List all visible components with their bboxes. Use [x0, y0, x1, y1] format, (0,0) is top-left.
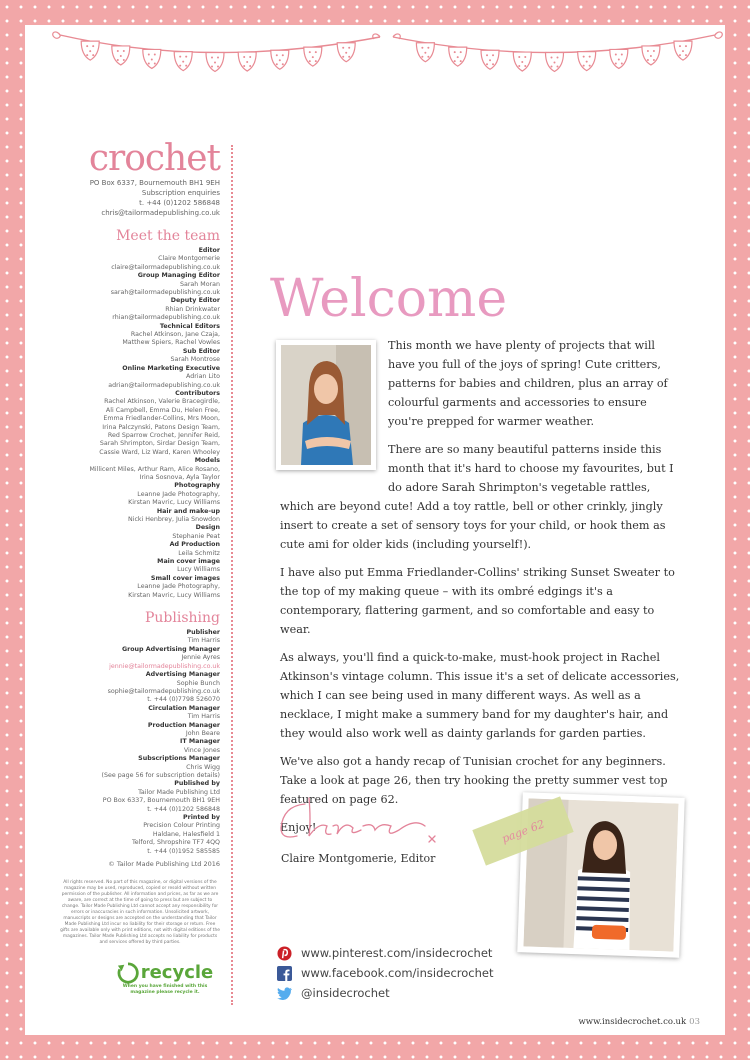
role-person: John Beare	[185, 729, 220, 737]
bunting-dot	[249, 56, 251, 58]
bunting-dot	[427, 47, 429, 49]
bunting-dot	[243, 65, 245, 67]
bunting-dot	[621, 53, 623, 55]
bunting-dot	[342, 56, 344, 58]
bunting-dot	[524, 65, 526, 67]
recycle-icon	[117, 962, 139, 984]
role-title: Publisher	[186, 629, 220, 637]
bunting-dot	[647, 59, 649, 61]
role-person: sophie@tailormadepublishing.co.uk	[107, 687, 220, 695]
paragraph-3: I have also put Emma Friedlander-Collins' striking Sunset Sweater to the top of my making queue – with its ombré edgings it's a contemporary, flattering garment, and so comfortable and easy to wear.	[280, 566, 675, 636]
masthead-sidebar	[60, 140, 220, 868]
bunting-dot	[279, 59, 281, 61]
bunting-dot	[518, 56, 520, 58]
bunting-dot	[276, 63, 278, 65]
masthead-address: PO Box 6337, Bournemouth BH1 9EH	[89, 179, 220, 187]
bunting-dot	[421, 56, 423, 58]
role-title: Technical Editors	[159, 322, 220, 330]
role-title: Hair and make-up	[156, 507, 220, 515]
bunting-dot	[524, 56, 526, 58]
role-person: Tailor Made Publishing Ltd	[138, 788, 220, 796]
bunting-dot	[86, 54, 88, 56]
bunting-dot	[309, 60, 311, 62]
role-title: Sub Editor	[182, 347, 220, 355]
bunting-dot	[653, 50, 655, 52]
bunting-dot	[151, 58, 153, 60]
role-person: Chris Wigg	[186, 763, 220, 771]
bunting-dot	[117, 50, 119, 52]
crochet-logo: crochet	[88, 138, 220, 179]
social-facebook[interactable]	[277, 963, 494, 983]
bunting-dot	[650, 55, 652, 57]
bunting-dot	[211, 66, 213, 68]
role-person: Adrian Lito	[186, 373, 220, 381]
photo-spacer	[280, 336, 388, 486]
bunting-dot	[682, 50, 684, 52]
role-person: rhian@tailormadepublishing.co.uk	[112, 314, 220, 322]
bunting-dot	[486, 63, 488, 65]
role-person: (See page 56 for subscription details)	[101, 771, 220, 779]
bunting-dot	[348, 56, 350, 58]
role-person: Irina Sosnova, Ayla Taylor	[139, 473, 220, 481]
facebook-link[interactable]: www.facebook.com/insidecrochet	[301, 966, 494, 980]
bunting-dot	[276, 54, 278, 56]
role-title: IT Manager	[180, 738, 220, 746]
bunting-dot	[586, 61, 588, 63]
twitter-icon	[277, 986, 292, 1001]
paragraph-6: Enjoy!	[280, 821, 317, 834]
bunting-dot	[460, 60, 462, 62]
bunting-dot	[89, 50, 91, 52]
social-pinterest[interactable]	[277, 943, 494, 963]
role-person: Ali Campbell, Emma Du, Helen Free,	[105, 406, 220, 414]
role-person: Matthew Spiers, Rachel Vowles	[122, 339, 220, 347]
bunting-dot	[179, 65, 181, 67]
bunting-dot	[348, 47, 350, 49]
bunting-dot	[679, 45, 681, 47]
role-title: Deputy Editor	[170, 297, 220, 305]
bunting-dot	[454, 51, 456, 53]
bunting-dot	[342, 47, 344, 49]
role-person: t. +44 (0)1952 585585	[147, 847, 220, 855]
role-person: Sarah Moran	[179, 280, 220, 288]
role-title: Design	[195, 524, 220, 532]
role-title: Advertising Manager	[145, 671, 220, 679]
role-person: Tim Harris	[187, 637, 220, 645]
role-person: Telford, Shropshire TF7 4QQ	[132, 839, 220, 847]
bunting-dot	[117, 59, 119, 61]
bunting-dot	[679, 54, 681, 56]
bunting-dot	[685, 45, 687, 47]
role-person: sarah@tailormadepublishing.co.uk	[110, 289, 220, 297]
pinterest-link[interactable]: www.pinterest.com/insidecrochet	[301, 946, 493, 960]
paragraph-5: We've also got a handy recap of Tunisian crochet for any beginners. Take a look at page 26, then try hooking the pretty summer vest top featured on page 62.	[280, 755, 668, 806]
bunting-dot	[583, 56, 585, 58]
bunting-dot	[521, 61, 523, 63]
role-person: PO Box 6337, Bournemouth BH1 9EH	[102, 797, 220, 805]
role-person: Vince Jones	[183, 746, 220, 754]
recycle-subtext: When you have finished with this magazine please recycle it.	[122, 984, 208, 995]
role-person: t. +44 (0)1202 586848	[147, 805, 220, 813]
bunting-dot	[185, 56, 187, 58]
bunting-dot	[554, 62, 556, 64]
bunting-dot	[179, 56, 181, 58]
role-person: Red Sparrow Crochet, Jennifer Reid,	[107, 431, 220, 439]
bunting-dot	[92, 54, 94, 56]
role-person: Sophie Bunch	[176, 679, 220, 687]
bunting-dot	[460, 51, 462, 53]
bunting-dot	[246, 61, 248, 63]
role-person: Nicki Henbrey, Julia Snowdon	[127, 516, 220, 523]
bunting-dot	[148, 62, 150, 64]
role-title: Group Advertising Manager	[121, 645, 220, 653]
role-person: Rachel Atkinson, Valerie Bracegirdle,	[104, 398, 220, 406]
bunting-dot	[457, 56, 459, 58]
bunting-dot	[309, 51, 311, 53]
bunting-dot	[557, 66, 559, 68]
bunting-dot	[148, 53, 150, 55]
role-person: Leila Schmitz	[178, 549, 220, 557]
role-title: Published by	[174, 780, 220, 788]
role-title: Photography	[174, 482, 220, 490]
bunting-dot	[154, 53, 156, 55]
legal-notice: All rights reserved. No part of this magazine, or digital versions of the magazine may be used, reproduced, copied or resold without written permission of the publisher. All information and prices, as far as we are aware, are correct at the time of going to press but are subject to change. Tailor Made Publishing Ltd cannot accept any responsibility for errors or inaccuracies in such information. Unsolicited artwork, manuscripts or designs are accepted on the understanding that Tailor Made Publishing Ltd incur no liability for their storage or return. Free gifts are available only with print editions, not with digital editions of the magazines. Tailor Made Publishing Ltd accepts no liability for products and services offered by third parties.	[60, 880, 220, 945]
bunting-dot	[618, 58, 620, 60]
role-person: Sarah Shrimpton, Sirdar Design Team,	[99, 440, 220, 448]
bunting-dot	[589, 65, 591, 67]
role-person: Rachel Atkinson, Jane Czaja,	[130, 331, 220, 339]
role-person: Leanne Jade Photography,	[137, 490, 220, 498]
bunting-dot	[182, 61, 184, 63]
role-person: t. +44 (0)7798 526070	[147, 696, 220, 704]
role-person: Leanne Jade Photography,	[137, 583, 220, 591]
role-person: Cassie Ward, Liz Ward, Karen Whooley	[99, 448, 220, 456]
bunting-dot	[492, 63, 494, 65]
twitter-link[interactable]: @insidecrochet	[301, 986, 390, 1000]
bunting-dot	[86, 45, 88, 47]
bunting-dot	[345, 52, 347, 54]
role-person: Tim Harris	[187, 713, 220, 721]
bunting-dot	[454, 60, 456, 62]
facebook-icon	[277, 966, 292, 981]
role-email: jennie@tailormadepublishing.co.uk	[109, 662, 220, 670]
bunting-dot	[312, 56, 314, 58]
bunting-dot	[615, 53, 617, 55]
bunting-dot	[92, 45, 94, 47]
bunting-dot	[214, 62, 216, 64]
role-person: Kirstan Mavric, Lucy Williams	[128, 591, 220, 599]
role-title: Ad Production	[169, 541, 220, 549]
bunting-dot	[653, 59, 655, 61]
role-title: Small cover images	[150, 574, 220, 582]
bunting-dot	[154, 62, 156, 64]
bunting-dot	[551, 66, 553, 68]
bunting-dot	[185, 65, 187, 67]
page-footer	[560, 1017, 700, 1027]
masthead-email: chris@tailormadepublishing.co.uk	[101, 209, 220, 217]
role-person: Precision Colour Printing	[143, 822, 220, 830]
role-person: Sarah Montrose	[170, 356, 220, 364]
role-person: adrian@tailormadepublishing.co.uk	[108, 381, 220, 389]
bunting-dot	[518, 65, 520, 67]
bunting-dot	[282, 54, 284, 56]
bunting-dot	[583, 65, 585, 67]
recycle-word: recycle	[140, 962, 214, 983]
publishing-heading: Publishing	[144, 610, 220, 627]
bunting-decoration	[25, 25, 725, 95]
bunting-dot	[427, 56, 429, 58]
bunting-dot	[615, 62, 617, 64]
article-body	[280, 336, 685, 846]
bunting-dot	[424, 52, 426, 54]
bunting-dot	[217, 57, 219, 59]
paragraph-1: This month we have plenty of projects that will have you full of the joys of spring! Cute critters, patterns for babies and children, plus an array of colourful garments and accessories to ensure you're prepped for warmer weather.	[388, 339, 668, 428]
bunting-dot	[489, 59, 491, 61]
bunting-dot	[647, 50, 649, 52]
meet-the-team-heading: Meet the team	[116, 228, 220, 244]
role-person: Millicent Miles, Arthur Ram, Alice Rosano,	[89, 465, 220, 473]
bunting-dot	[421, 47, 423, 49]
pinterest-icon	[277, 946, 292, 961]
role-title: Production Manager	[147, 721, 220, 729]
bunting-dot	[243, 56, 245, 58]
role-person: Jennie Ayres	[181, 654, 220, 662]
role-person: Rhian Drinkwater	[165, 305, 220, 313]
bunting-dot	[486, 54, 488, 56]
social-twitter[interactable]	[277, 983, 494, 1003]
bunting-dot	[249, 65, 251, 67]
bunting-dot	[685, 54, 687, 56]
bunting-dot	[217, 66, 219, 68]
page-title: Welcome	[270, 269, 508, 329]
bunting-dot	[557, 57, 559, 59]
role-title: Circulation Manager	[148, 704, 220, 712]
role-title: Printed by	[183, 814, 220, 821]
paragraph-2: There are so many beautiful patterns inside this month that it's hard to choose my favourites, but I do adore Sarah Shrimpton's vegetable rattles, which are beyond cute! Add a toy rattle, bell or other crinkly, jingly insert to create a set of sensory toys for your child, or hook them as cute ami for older kids (including yourself!).	[280, 443, 674, 551]
footer-site[interactable]: www.insidecrochet.co.uk	[578, 1017, 687, 1027]
social-links	[277, 943, 494, 1003]
masthead-phone: t. +44 (0)1202 586848	[139, 199, 220, 207]
bunting-dot	[492, 54, 494, 56]
role-title: Contributors	[175, 389, 220, 397]
role-person: Kirstan Mavric, Lucy Williams	[128, 499, 220, 507]
role-title: Models	[194, 457, 220, 465]
bunting-dot	[315, 51, 317, 53]
role-person: Haldane, Halesfield 1	[152, 830, 220, 838]
bunting-dot	[551, 57, 553, 59]
bunting-dot	[123, 59, 125, 61]
role-title: Subscriptions Manager	[138, 755, 220, 763]
copyright-notice: © Tailor Made Publishing Ltd 2016	[108, 860, 220, 869]
role-person: Emma Friedlander-Collins, Mrs Moon,	[103, 415, 220, 423]
role-person: Irina Palczynski, Patons Design Team,	[102, 423, 220, 431]
bunting-dot	[315, 60, 317, 62]
role-person: Lucy Williams	[177, 566, 220, 574]
publishing-list	[60, 629, 220, 856]
recycle-logo	[110, 962, 220, 996]
role-person: Stephanie Peat	[172, 532, 220, 540]
team-list	[60, 247, 220, 600]
role-title: Online Marketing Executive	[122, 364, 220, 372]
subscription-label: Subscription enquiries	[141, 189, 220, 197]
role-title: Group Managing Editor	[137, 272, 220, 280]
bunting-dot	[621, 62, 623, 64]
bunting-dot	[120, 55, 122, 57]
editor-signoff: Claire Montgomerie, Editor	[281, 852, 436, 865]
page-tape-label: page 62	[472, 796, 573, 865]
sidebar-divider	[231, 145, 233, 1005]
role-title: Main cover image	[157, 558, 220, 566]
bunting-dot	[123, 50, 125, 52]
role-person: Claire Montgomerie	[158, 255, 220, 263]
role-title: Editor	[198, 247, 220, 254]
paragraph-4: As always, you'll find a quick-to-make, must-hook project in Rachel Atkinson's vintage column. This issue it's a set of delicate accessories, which I can see being used in many different ways. As well as a necklace, I might make a summery band for my daughter's hair, and they would also work well as dainty garlands for garden parties.	[280, 651, 680, 740]
bunting-dot	[282, 63, 284, 65]
role-person: claire@tailormadepublishing.co.uk	[111, 263, 220, 271]
bunting-dot	[589, 56, 591, 58]
page-number: 03	[689, 1017, 700, 1027]
bunting-dot	[211, 57, 213, 59]
editor-signature	[275, 792, 445, 850]
